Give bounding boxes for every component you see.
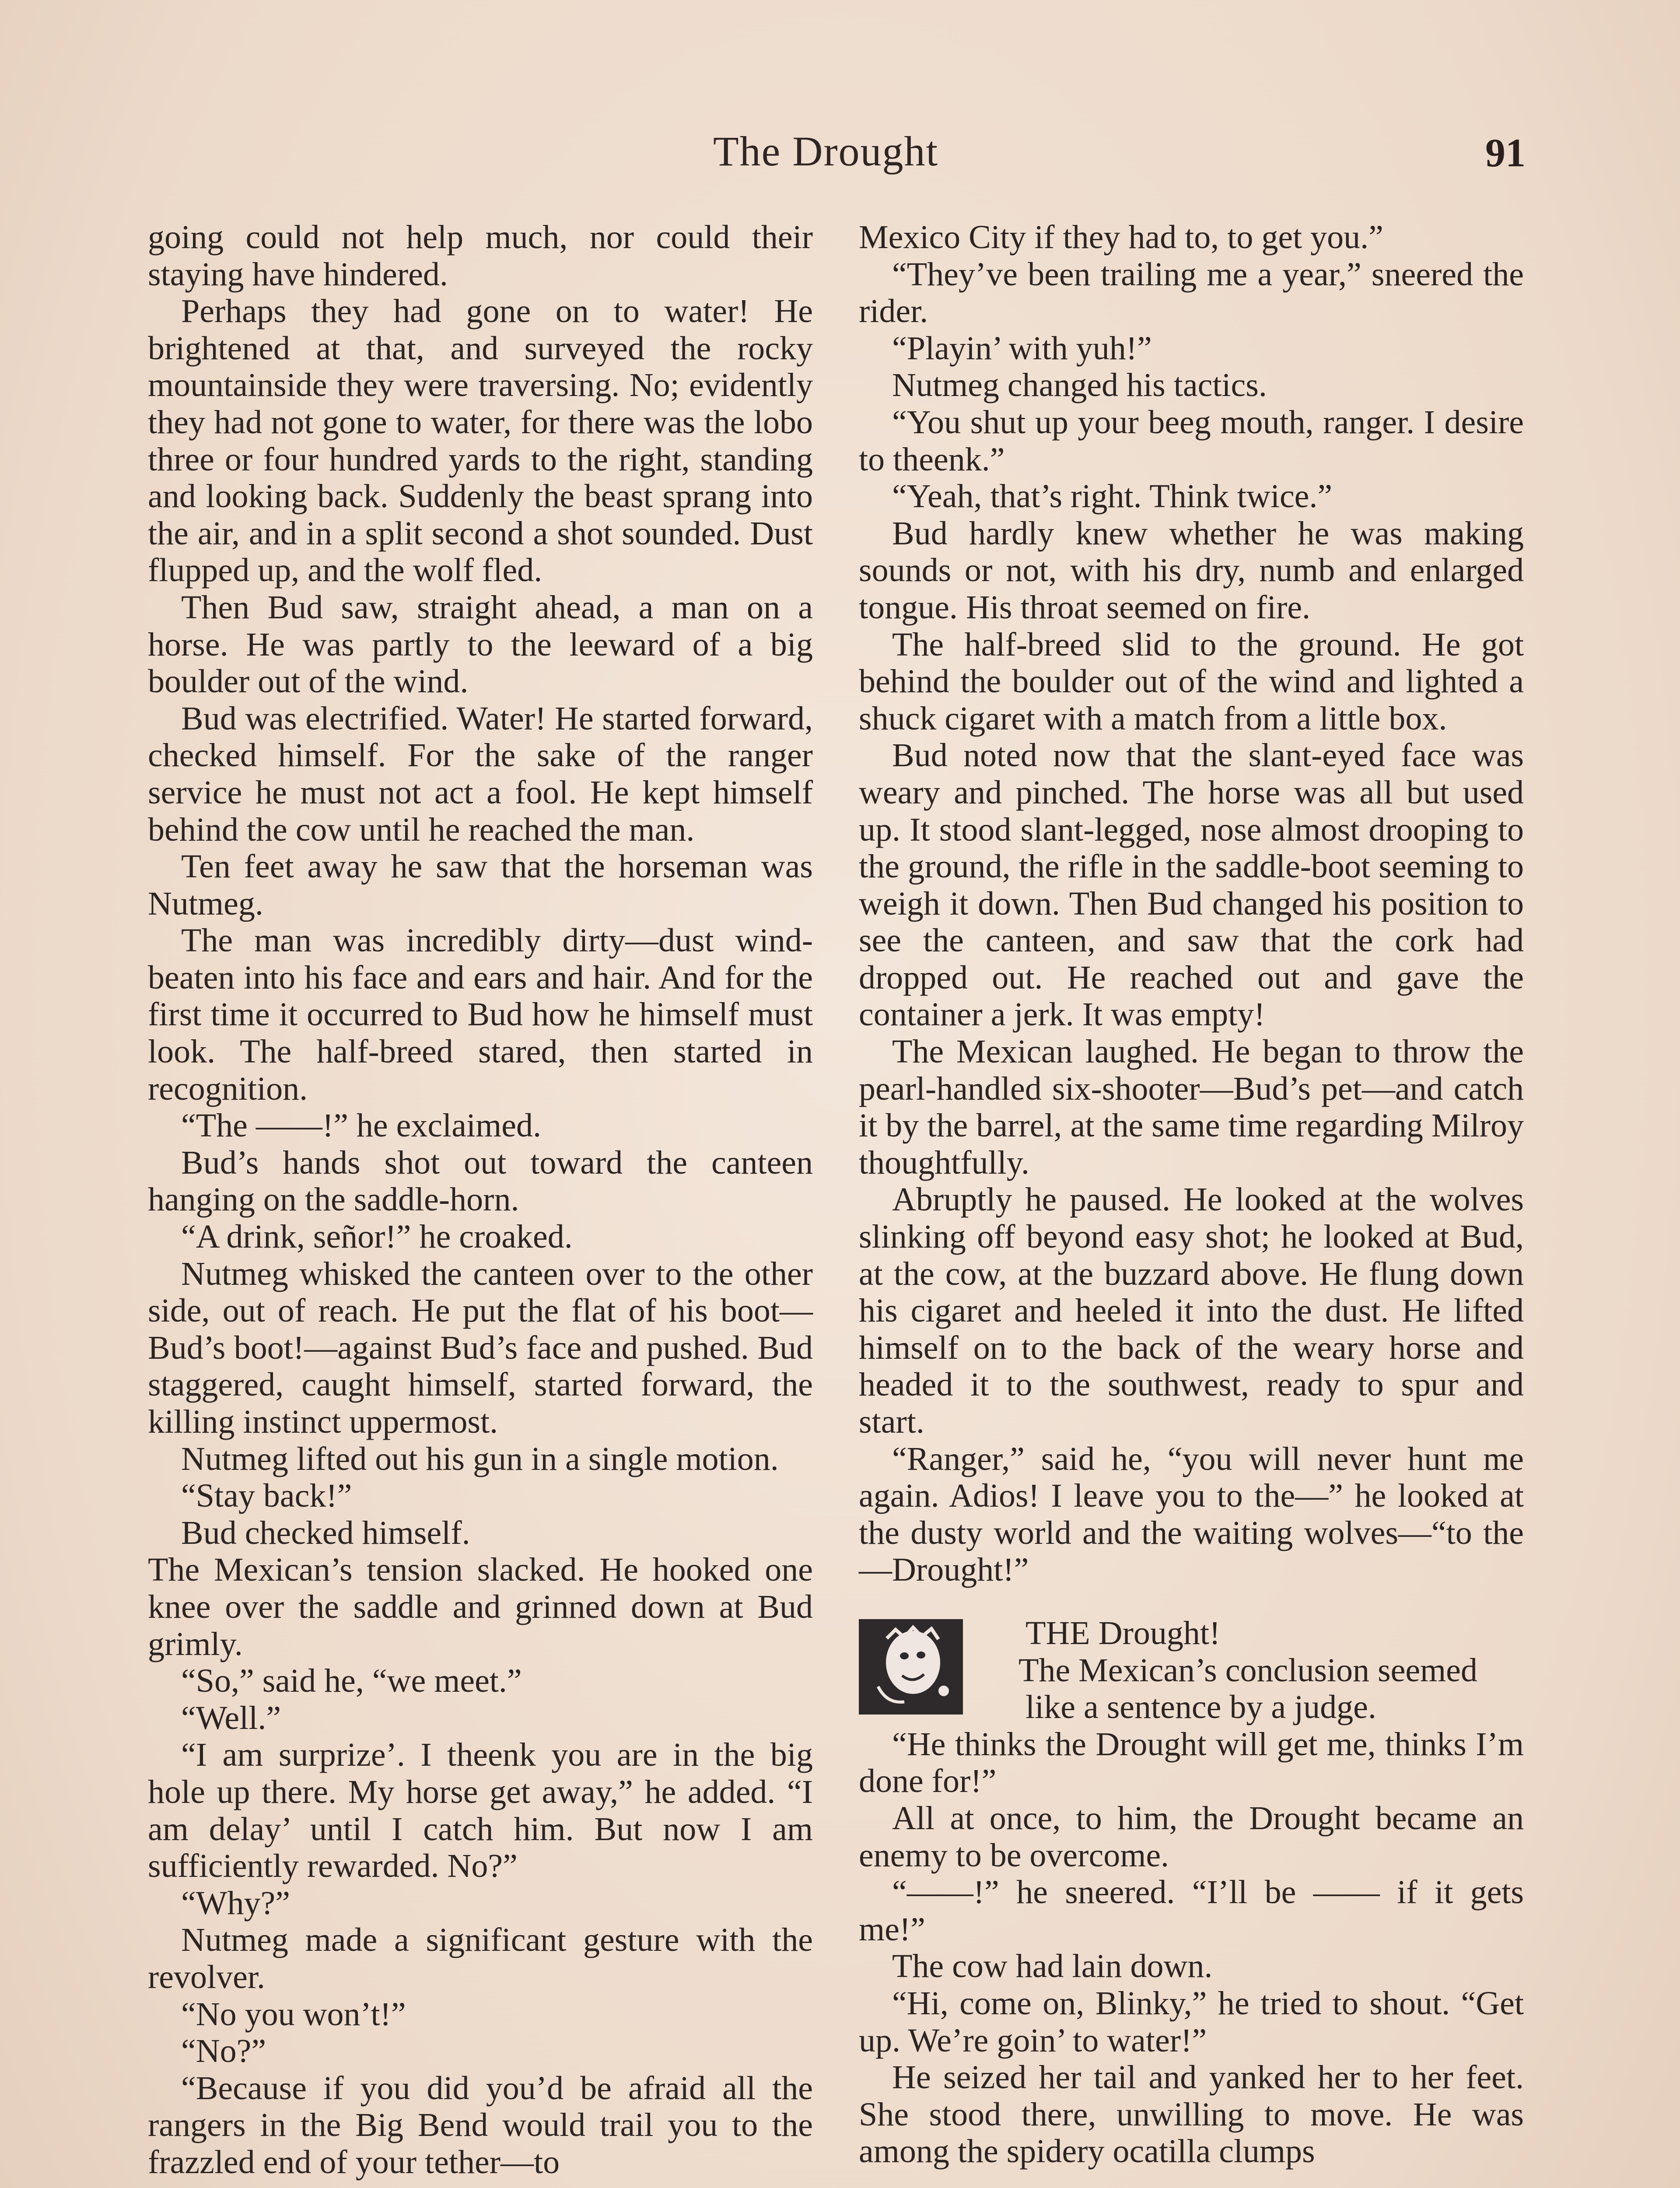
paragraph: He seized her tail and yanked her to her feet. She stood there, unwilling to move. He was among the spidery ocatilla clumps [859,2059,1524,2170]
paragraph: “So,” said he, “we meet.” [181,1662,522,1700]
paragraph: Bud was electrified. Water! He started forward, checked himself. For the sake of the ranger service he must not act a fool. He kept himself behind the cow until he reached the man. [148,700,813,848]
left-text-column [148,219,813,2181]
ornament-figure-icon [861,1621,961,1713]
paragraph: “The ——!” he exclaimed. [181,1107,541,1144]
page-number: 91 [1485,130,1526,175]
paragraph: Bud’s hands shot out toward the canteen hanging on the saddle-horn. [148,1144,813,1218]
paragraph: Nutmeg made a significant gesture with the revolver. [148,1922,813,1995]
paragraph: “No?” [181,2033,266,2070]
paragraph: “Well.” [181,1699,281,1736]
paragraph: “I am surprize’. I theenk you are in the big hole up there. My horse get away,” he added. “I am delay’ until I catch him. But now I am sufficiently rewarded. No?” [148,1736,813,1885]
paragraph: “——!” he sneered. “I’ll be —— if it gets me!” [859,1874,1524,1948]
paragraph: “A drink, señor!” he croaked. [181,1218,573,1255]
paragraph: “Yeah, that’s right. Think twice.” [892,478,1333,515]
paragraph: “Playin’ with yuh!” [892,330,1152,367]
paragraph: Nutmeg lifted out his gun in a single motion. [181,1440,779,1477]
paragraph: The Mexican’s tension slacked. He hooked one knee over the saddle and grinned down at Bud grimly. [148,1551,813,1662]
running-header [0,127,1680,188]
paragraph: Ten feet away he saw that the horseman was Nutmeg. [148,848,813,922]
right-text-column [859,219,1524,2170]
section-break [859,1615,1524,1726]
paragraph: “Ranger,” said he, “you will never hunt me again. Adios! I leave you to the—” he looked at the dusty world and the waiting wolves—“to the—Drought!” [859,1440,1524,1588]
paragraph: “Why?” [181,1884,290,1922]
paragraph: Bud noted now that the slant-eyed face was weary and pinched. The horse was all but used up. It stood slant-legged, nose almost drooping to the ground, the rifle in the saddle-boot seeming to weigh it down. Then Bud changed his position to see the canteen, and saw that the cork had dropped out. He reached out and gave the container a jerk. It was empty! [859,737,1524,1033]
paragraph: “Because if you did you’d be afraid all the rangers in the Big Bend would trail you to the frazzled end of your tether—to [148,2069,813,2181]
paragraph: Bud checked himself. [181,1514,470,1551]
paragraph: “They’ve been trailing me a year,” sneered the rider. [859,256,1524,330]
paragraph: Then Bud saw, straight ahead, a man on a horse. He was partly to the leeward of a big boulder out of the wind. [148,589,813,700]
paragraph: Bud hardly knew whether he was making sounds or not, with his dry, numb and enlarged tongue. His throat seemed on fire. [859,515,1524,626]
dropcap-line: THE Drought! [1026,1614,1221,1652]
paragraph: The man was incredibly dirty—dust wind-beaten into his face and ears and hair. And for the first time it occurred to Bud how he himself must look. The half-breed stared, then started in recognition. [148,922,813,1107]
paragraph: The Mexican laughed. He began to throw the pearl-handled six-shooter—Bud’s pet—and catch it by the barrel, at the same time regarding Milroy thoughtfully. [859,1033,1524,1181]
paragraph: The cow had lain down. [892,1948,1213,1985]
paragraph: going could not help much, nor could their staying have hindered. [148,219,813,293]
paragraph: “No you won’t!” [181,1995,406,2033]
paragraph: “Hi, come on, Blinky,” he tried to shout. “Get up. We’re goin’ to water!” [859,1985,1524,2059]
dropcap-line: like a sentence by a judge. [1026,1689,1376,1726]
paragraph: “Stay back!” [181,1477,352,1515]
paragraph: Mexico City if they had to, to get you.” [859,219,1383,256]
paragraph: “He thinks the Drought will get me, thinks I’m done for!” [859,1725,1524,1800]
dropcap-line: The Mexican’s conclusion seemed [1018,1652,1477,1689]
paragraph: The half-breed slid to the ground. He got behind the boulder out of the wind and lighted a shuck cigaret with a match from a little box. [859,626,1524,737]
paragraph: Nutmeg changed his tactics. [892,367,1267,404]
page-title: The Drought [713,128,939,175]
paragraph: Nutmeg whisked the canteen over to the other side, out of reach. He put the flat of his boot—Bud’s boot!—against Bud’s face and pushed. Bud staggered, caught himself, started forward, the killing instinct uppermost. [148,1255,813,1440]
ornamental-initial-icon [859,1619,963,1715]
paragraph: Abruptly he paused. He looked at the wolves slinking off beyond easy shot; he looked at Bud, at the cow, at the buzzard above. He flung down his cigaret and heeled it into the dust. He lifted himself on to the back of the weary horse and headed it to the southwest, ready to spur and start. [859,1181,1524,1440]
paragraph: “You shut up your beeg mouth, ranger. I desire to theenk.” [859,403,1524,478]
paragraph: All at once, to him, the Drought became an enemy to be overcome. [859,1799,1524,1874]
paragraph: Perhaps they had gone on to water! He brightened at that, and surveyed the rocky mountainside they were traversing. No; evidently they had not gone to water, for there was the lobo three or four hundred yards to the right, standing and looking back. Suddenly the beast sprang into the air, and in a split second a shot sounded. Dust flupped up, and the wolf fled. [148,293,813,589]
